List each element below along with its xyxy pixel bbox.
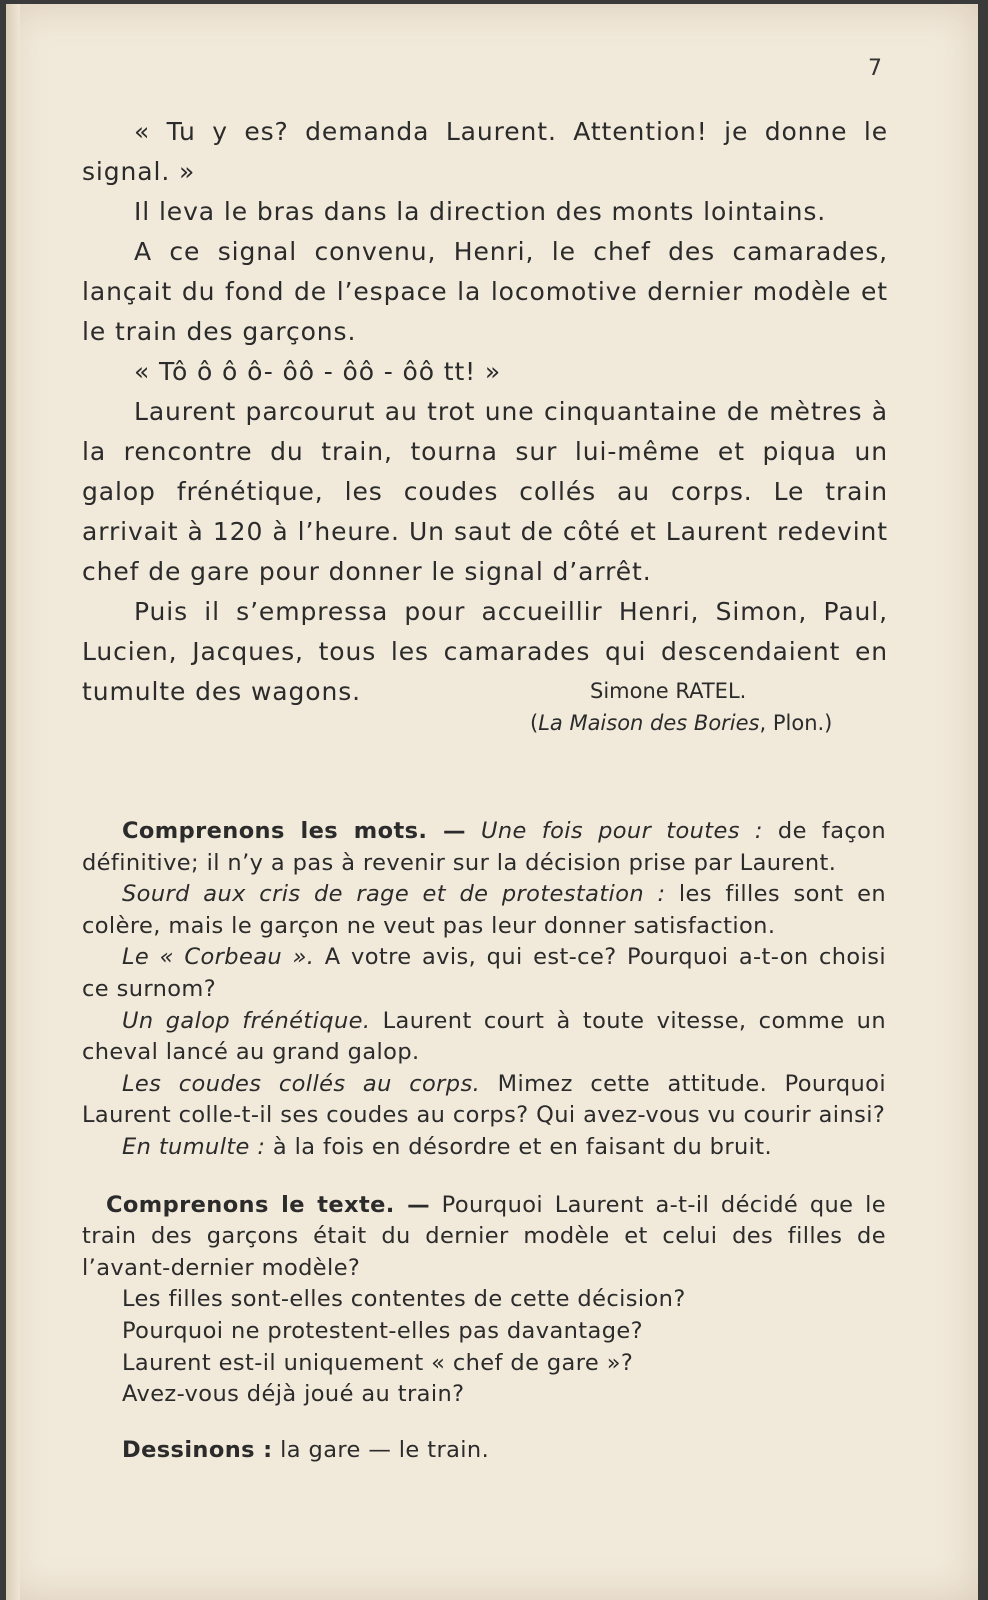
text-heading: Comprenons le texte. — — [106, 1191, 430, 1218]
words-definition: les filles sont en colère, mais le garçon ne veut pas leur donner satisfaction. — [82, 881, 886, 939]
words-term: En tumulte : — [122, 1133, 266, 1160]
story-paragraph: « Tô ô ô ô- ôô - ôô - ôô tt! » — [134, 357, 502, 386]
words-term: Un galop frénétique. — [122, 1007, 371, 1034]
author-name: Simone RATEL. — [590, 679, 747, 703]
text-question-item: Pourquoi ne protestent-elles pas davantage? — [122, 1317, 643, 1344]
text-question-item: Laurent est-il uniquement « chef de gare »? — [122, 1349, 634, 1376]
story-paragraph: A ce signal convenu, Henri, le chef des camarades, lançait du fond de l’espace la locomotive dernier modèle et le train des garçons. — [82, 237, 888, 346]
text-question-item: Avez-vous déjà joué au train? — [122, 1381, 465, 1408]
words-definition: de façon définitive; il n’y a pas à revenir sur la décision prise par Laurent. — [82, 818, 886, 876]
section-spacer — [82, 1411, 886, 1435]
story-paragraph: « Tu y es? demanda Laurent. Attention! je donne le signal. » — [82, 117, 888, 186]
words-item — [82, 942, 886, 1005]
source-citation — [530, 708, 832, 739]
words-definition: A votre avis, qui est-ce? Pourquoi a-t-on choisi ce surnom? — [82, 944, 886, 1002]
words-term: Les coudes collés au corps. — [122, 1070, 481, 1097]
words-item — [82, 816, 886, 879]
drawing-heading: Dessinons : — [122, 1436, 273, 1463]
story-paragraph: Puis il s’empressa pour accueillir Henri, Simon, Paul, Lucien, Jacques, tous les camarades qui descendaient en tumulte des wagons. — [82, 597, 888, 706]
story-text — [82, 112, 888, 712]
words-item — [82, 1132, 886, 1164]
words-term: Une fois pour toutes : — [480, 818, 763, 844]
book-page — [6, 4, 978, 1600]
drawing-instruction — [82, 1435, 886, 1467]
source-open: ( — [530, 711, 539, 735]
words-item — [82, 1006, 886, 1069]
page-number: 7 — [868, 56, 882, 81]
words-item — [82, 879, 886, 942]
drawing-text: la gare — le train. — [272, 1436, 490, 1463]
words-definition: Laurent court à toute vitesse, comme un cheval lancé au grand galop. — [82, 1007, 886, 1066]
words-item — [82, 1069, 886, 1132]
text-question-intro — [82, 1190, 886, 1285]
text-question-item: Les filles sont-elles contentes de cette décision? — [122, 1286, 686, 1313]
words-definition: Mimez cette attitude. Pourquoi Laurent colle-t-il ses coudes au corps? Qui avez-vous vu courir ainsi? — [82, 1070, 886, 1129]
story-paragraph: Laurent parcourut au trot une cinquantaine de mètres à la rencontre du train, tourna sur lui-même et piqua un galop frénétique, les coudes collés au corps. Le train arrivait à 120 à l’heure. Un saut de côté et Laurent redevint chef de gare pour donner le signal d’arrêt. — [82, 397, 888, 586]
page-spine-shadow — [6, 4, 20, 1600]
words-definition: à la fois en désordre et en faisant du bruit. — [265, 1133, 773, 1160]
words-term: Le « Corbeau ». — [122, 944, 315, 971]
source-title: La Maison des Bories — [538, 711, 760, 735]
words-term: Sourd aux cris de rage et de protestation : — [122, 881, 666, 908]
source-publisher: , Plon.) — [759, 711, 833, 735]
story-paragraph: Il leva le bras dans la direction des monts lointains. — [134, 197, 827, 226]
exercises — [82, 816, 886, 1466]
text-question: Pourquoi Laurent a-t-il décidé que le train des garçons était du dernier modèle et celui des filles de l’avant-dernier modèle? — [82, 1191, 886, 1281]
words-heading: Comprenons les mots. — — [122, 818, 466, 844]
section-spacer — [82, 1164, 886, 1190]
